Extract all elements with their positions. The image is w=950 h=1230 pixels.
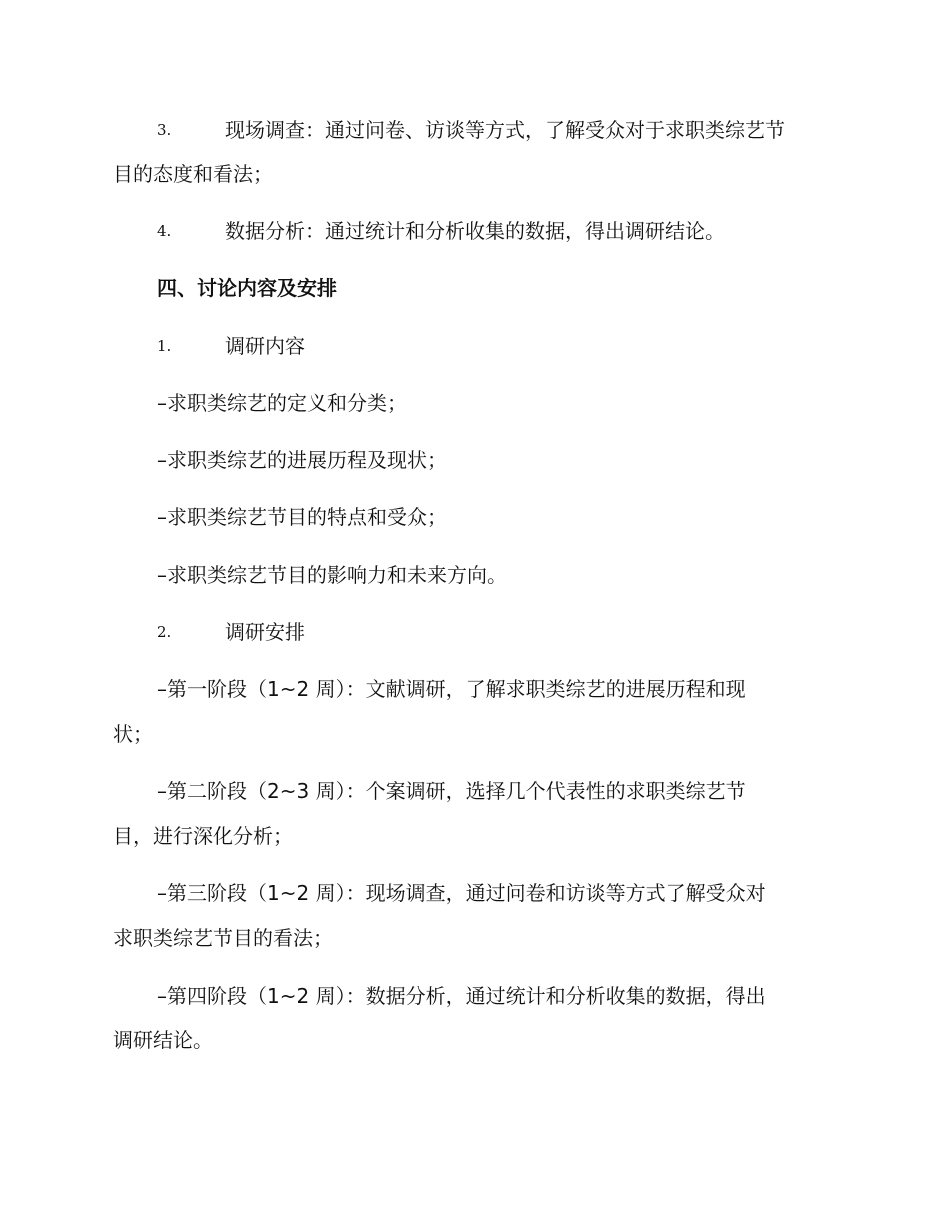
list-item-text-continuation: 目的态度和看法； [113, 162, 273, 186]
phase-item: –第一阶段（1~2 周）：文献调研，了解求职类综艺的进展历程和现 [157, 677, 746, 701]
phase-item: –第二阶段（2~3 周）：个案调研，选择几个代表性的求职类综艺节 [157, 779, 746, 803]
subsection-number: 1. [157, 337, 172, 355]
bullet-item: –求职类综艺节目的特点和受众； [157, 505, 447, 529]
bullet-item: –求职类综艺的进展历程及现状； [157, 448, 447, 472]
subsection-title: 调研安排 [225, 620, 305, 644]
bullet-item: –求职类综艺节目的影响力和未来方向。 [157, 563, 507, 587]
subsection-title: 调研内容 [225, 334, 305, 358]
phase-item: –第四阶段（1~2 周）：数据分析，通过统计和分析收集的数据，得出 [157, 984, 766, 1008]
bullet-item: –求职类综艺的定义和分类； [157, 391, 407, 415]
phase-item-continuation: 状； [113, 722, 153, 746]
phase-item: –第三阶段（1~2 周）：现场调查，通过问卷和访谈等方式了解受众对 [157, 881, 766, 905]
phase-item-continuation: 目，进行深化分析； [113, 824, 293, 848]
phase-item-continuation: 调研结论。 [113, 1028, 213, 1052]
phase-item-continuation: 求职类综艺节目的看法； [113, 926, 333, 950]
subsection-number: 2. [157, 623, 172, 641]
list-item-text: 数据分析：通过统计和分析收集的数据，得出调研结论。 [225, 219, 725, 243]
list-item-text: 现场调查：通过问卷、访谈等方式，了解受众对于求职类综艺节 [225, 118, 785, 142]
list-item-number: 3. [157, 121, 172, 139]
section-heading: 四、讨论内容及安排 [157, 276, 337, 300]
list-item-number: 4. [157, 222, 172, 240]
